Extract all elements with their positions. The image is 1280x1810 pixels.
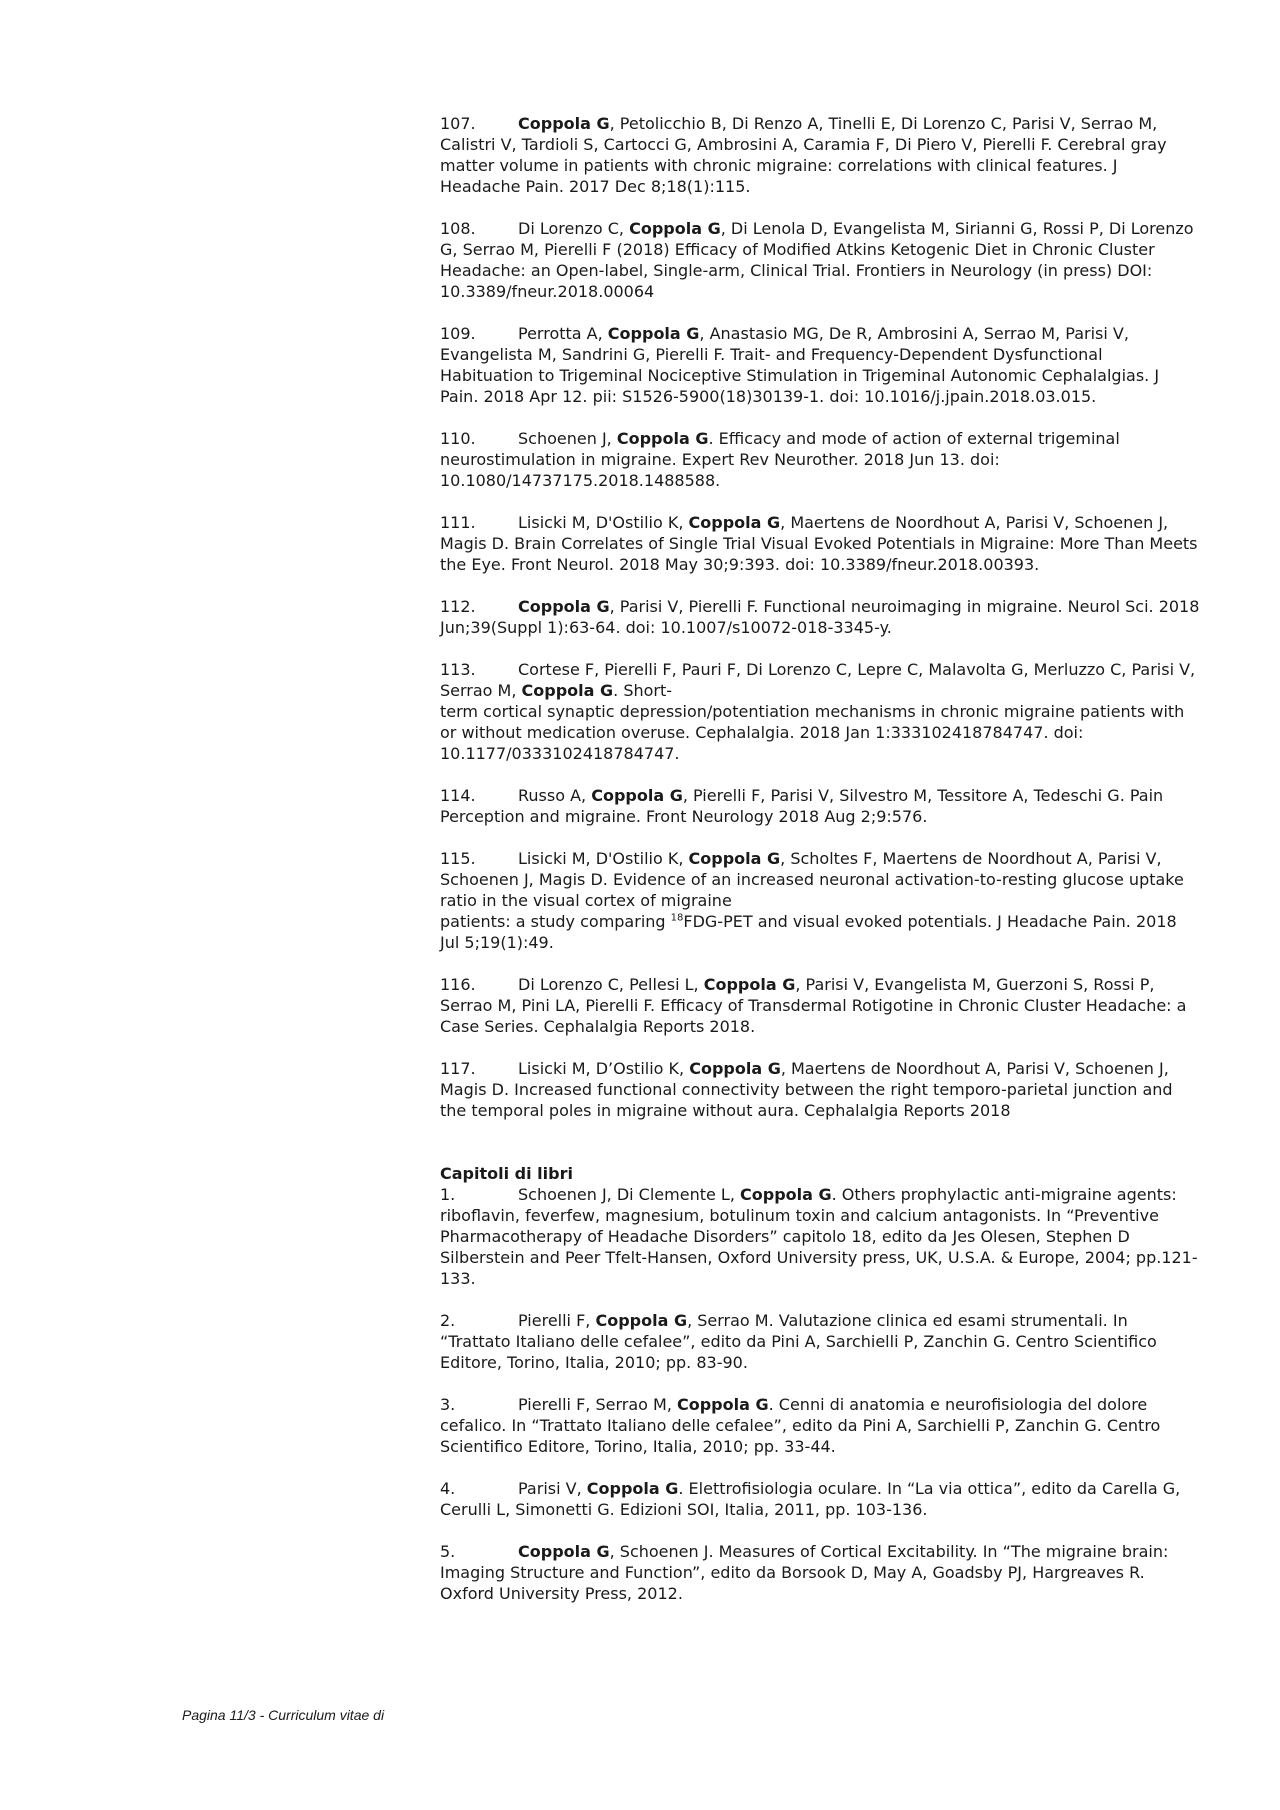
entry-text: , Pierelli F, Parisi V, Silvestro M, Tessitore A, Tedeschi G. Pain Perception and migraine. Front Neurology 2018 Aug 2;9:576.: [440, 786, 1164, 826]
entry-authors-before: Pierelli F, Serrao M,: [518, 1395, 677, 1414]
entry-authors-before: Lisicki M, D'Ostilio K,: [518, 513, 689, 532]
entry-author-bold: Coppola G: [595, 1311, 688, 1330]
entry-author-bold: Coppola G: [586, 1479, 679, 1498]
publication-entry: [440, 323, 1200, 407]
entry-text: . Short-: [613, 681, 673, 700]
entry-authors-before: Lisicki M, D’Ostilio K,: [518, 1059, 690, 1078]
entry-text: , Maertens de Noordhout A, Parisi V, Schoenen J, Magis D. Brain Correlates of Single Trial Visual Evoked Potentials in Migraine: More Than Meets the Eye. Front Neurol. 2018 May 30;9:393. doi: 10.3389/fneur.2018.00393.: [440, 513, 1198, 574]
superscript-isotope: 18: [670, 912, 684, 924]
chapter-entry: [440, 1310, 1200, 1373]
entry-text: , Maertens de Noordhout A, Parisi V, Schoenen J, Magis D. Increased functional connectivity between the right temporo-parietal junction and the temporal poles in migraine without aura. Cephalalgia Reports 2018: [440, 1059, 1173, 1120]
entry-authors-before: Perrotta A,: [518, 324, 608, 343]
entry-number: 3.: [440, 1395, 456, 1414]
publication-entry: [440, 596, 1200, 638]
entry-text-continued: patients: a study comparing: [440, 912, 671, 931]
page-content: [440, 113, 1200, 1625]
publication-entry: [440, 974, 1200, 1037]
entry-number: 115.: [440, 849, 476, 868]
entry-author-bold: Coppola G: [616, 429, 709, 448]
entry-text: . Elettrofisiologia oculare. In “La via ottica”, edito da Carella G, Cerulli L, Simonetti G. Edizioni SOI, Italia, 2011, pp. 103-136.: [440, 1479, 1181, 1519]
entry-number: 107.: [440, 114, 476, 133]
entry-authors-before: Lisicki M, D'Ostilio K,: [518, 849, 689, 868]
page-footer: Pagina 11/3 - Curriculum vitae di: [182, 1707, 385, 1723]
entry-author-bold: Coppola G: [740, 1185, 832, 1204]
entry-number: 117.: [440, 1059, 476, 1078]
publication-entry: [440, 512, 1200, 575]
chapter-entry: [440, 1478, 1200, 1520]
entry-number: 109.: [440, 324, 476, 343]
entry-authors-before: Di Lorenzo C, Pellesi L,: [518, 975, 704, 994]
entry-author-bold: Coppola G: [689, 1059, 781, 1078]
entry-number: 113.: [440, 660, 476, 679]
entry-text-continued: term cortical synaptic depression/potentiation mechanisms in chronic migraine patients with or without medication overuse. Cephalalgia. 2018 Jan 1:333102418784747. doi: 10.1177/0333102418784747.: [440, 702, 1185, 763]
entry-text: . Others prophylactic anti-migraine agents: riboflavin, feverfew, magnesium, botulinum toxin and calcium antagonists. In “Preventive Pharmacotherapy of Headache Disorders” capitolo 18, edito da Jes Olesen, Stephen D Silberstein and Peer Tfelt-Hansen, Oxford University press, UK, U.S.A. & Europe, 2004; pp.121-133.: [440, 1185, 1198, 1288]
entry-author-bold: Coppola G: [591, 786, 683, 805]
entry-number: 2.: [440, 1311, 456, 1330]
publication-entry: [440, 218, 1200, 302]
entry-author-bold: Coppola G: [688, 849, 781, 868]
entry-author-bold: Coppola G: [518, 114, 610, 133]
entry-number: 116.: [440, 975, 476, 994]
publication-entry: [440, 848, 1200, 953]
entry-number: 108.: [440, 219, 476, 238]
entry-number: 111.: [440, 513, 476, 532]
entry-authors-before: Di Lorenzo C,: [518, 219, 630, 238]
entry-text: , Schoenen J. Measures of Cortical Excitability. In “The migraine brain: Imaging Structure and Function”, edito da Borsook D, May A, Goadsby PJ, Hargreaves R. Oxford University Press, 2012.: [440, 1542, 1169, 1603]
entry-text: , Anastasio MG, De R, Ambrosini A, Serrao M, Parisi V, Evangelista M, Sandrini G, Pierelli F. Trait- and Frequency-Dependent Dysfunctional Habituation to Trigeminal Nociceptive Stimulation in Trigeminal Autonomic Cephalalgias. J Pain. 2018 Apr 12. pii: S1526-5900(18)30139-1. doi: 10.1016/j.jpain.2018.03.015.: [440, 324, 1160, 406]
publication-entry: [440, 659, 1200, 764]
publication-entry: [440, 428, 1200, 491]
entry-authors-before: Parisi V,: [518, 1479, 587, 1498]
entry-author-bold: Coppola G: [688, 513, 781, 532]
entry-author-bold: Coppola G: [607, 324, 700, 343]
entry-author-bold: Coppola G: [518, 1542, 610, 1561]
entry-authors-before: Russo A,: [518, 786, 592, 805]
entry-number: 112.: [440, 597, 476, 616]
entry-text: . Cenni di anatomia e neurofisiologia del dolore cefalico. In “Trattato Italiano delle cefalee”, edito da Pini A, Sarchielli P, Zanchin G. Centro Scientifico Editore, Torino, Italia, 2010; pp. 33-44.: [440, 1395, 1161, 1456]
entry-author-bold: Coppola G: [703, 975, 796, 994]
entry-number: 5.: [440, 1542, 456, 1561]
chapter-entry: [440, 1184, 1200, 1289]
entry-number: 4.: [440, 1479, 456, 1498]
entry-number: 1.: [440, 1185, 456, 1204]
chapter-entry: [440, 1541, 1200, 1604]
entry-number: 110.: [440, 429, 476, 448]
publication-entry: [440, 113, 1200, 197]
entry-authors-before: Schoenen J, Di Clemente L,: [518, 1185, 740, 1204]
entry-authors-before: Pierelli F,: [518, 1311, 596, 1330]
section-title-chapters: Capitoli di libri: [440, 1164, 573, 1183]
entry-text: , Parisi V, Pierelli F. Functional neuroimaging in migraine. Neurol Sci. 2018 Jun;39(Suppl 1):63-64. doi: 10.1007/s10072-018-3345-y.: [440, 597, 1200, 637]
entry-text: , Scholtes F, Maertens de Noordhout A, Parisi V, Schoenen J, Magis D. Evidence of an increased neuronal activation-to-resting glucose uptake ratio in the visual cortex of migraine: [440, 849, 1184, 910]
entry-text-continued-end: FDG-PET and visual evoked potentials. J Headache Pain. 2018 Jul 5;19(1):49.: [440, 912, 1177, 952]
publication-entry: [440, 785, 1200, 827]
entry-text: , Petolicchio B, Di Renzo A, Tinelli E, Di Lorenzo C, Parisi V, Serrao M, Calistri V, Tardioli S, Cartocci G, Ambrosini A, Caramia F, Di Piero V, Pierelli F. Cerebral gray matter volume in patients with chronic migraine: correlations with clinical features. J Headache Pain. 2017 Dec 8;18(1):115.: [440, 114, 1167, 196]
entry-text: , Parisi V, Evangelista M, Guerzoni S, Rossi P, Serrao M, Pini LA, Pierelli F. Efficacy of Transdermal Rotigotine in Chronic Cluster Headache: a Case Series. Cephalalgia Reports 2018.: [440, 975, 1187, 1036]
entry-text: . Efficacy and mode of action of external trigeminal neurostimulation in migraine. Expert Rev Neurother. 2018 Jun 13. doi: 10.1080/14737175.2018.1488588.: [440, 429, 1120, 490]
entry-number: 114.: [440, 786, 476, 805]
entry-author-bold: Coppola G: [676, 1395, 769, 1414]
entry-author-bold: Coppola G: [518, 597, 610, 616]
publication-entry: [440, 1058, 1200, 1121]
entry-text: , Di Lenola D, Evangelista M, Sirianni G, Rossi P, Di Lorenzo G, Serrao M, Pierelli F (2018) Efficacy of Modified Atkins Ketogenic Diet in Chronic Cluster Headache: an Open-label, Single-arm, Clinical Trial. Frontiers in Neurology (in press) DOI: 10.3389/fneur.2018.00064: [440, 219, 1194, 301]
entry-author-bold: Coppola G: [629, 219, 721, 238]
entry-authors-before: Cortese F, Pierelli F, Pauri F, Di Lorenzo C, Lepre C, Malavolta G, Merluzzo C, Parisi V, Serrao M,: [440, 660, 1196, 700]
chapter-entry: [440, 1394, 1200, 1457]
entry-authors-before: Schoenen J,: [518, 429, 617, 448]
entry-text: , Serrao M. Valutazione clinica ed esami strumentali. In “Trattato Italiano delle cefalee”, edito da Pini A, Sarchielli P, Zanchin G. Centro Scientifico Editore, Torino, Italia, 2010; pp. 83-90.: [440, 1311, 1157, 1372]
entry-author-bold: Coppola G: [521, 681, 614, 700]
